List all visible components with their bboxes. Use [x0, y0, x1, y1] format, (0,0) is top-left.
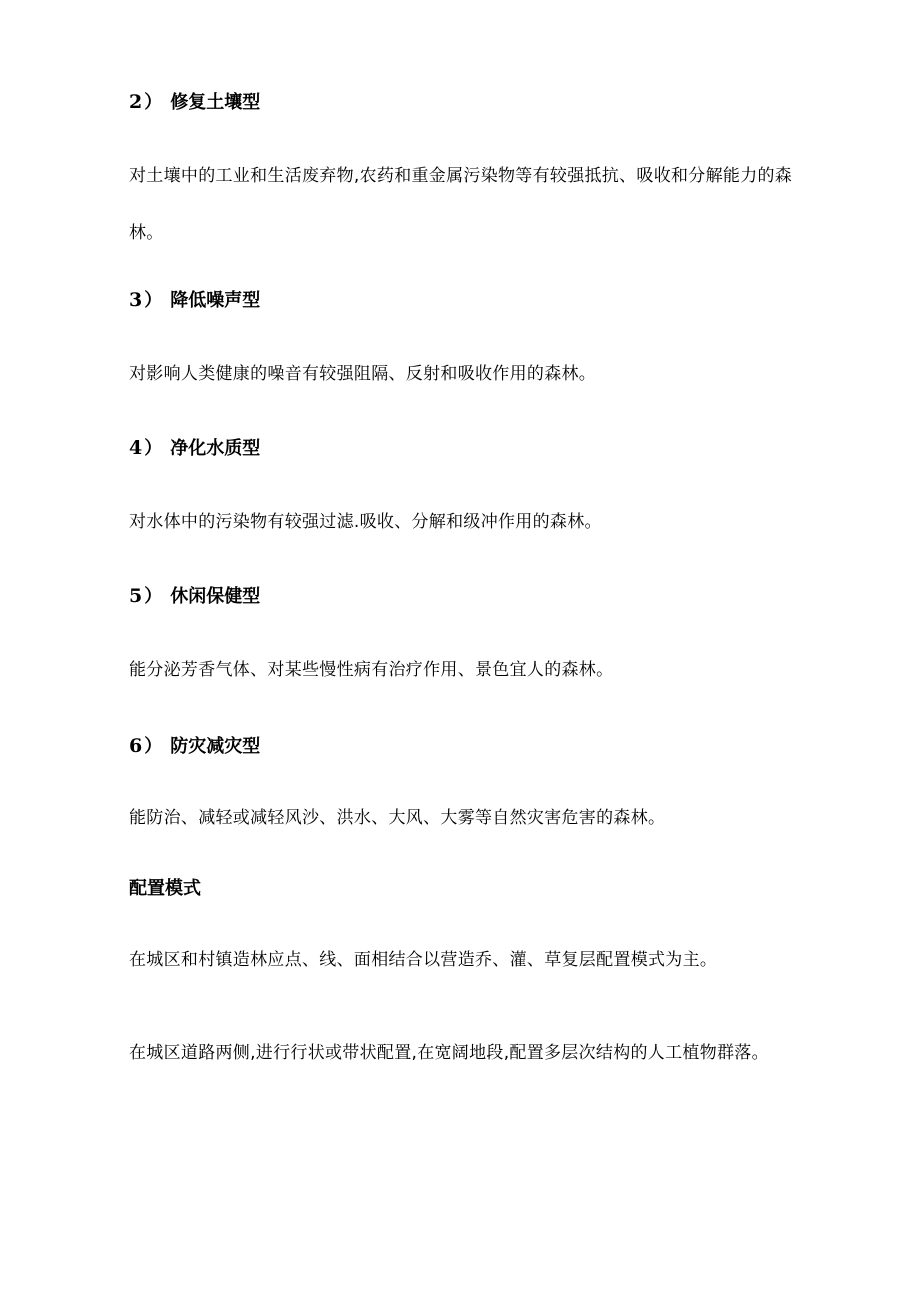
- heading-title: 修复土壤型: [170, 92, 261, 113]
- config-paragraph-2: 在城区道路两侧,进行行状或带状配置,在宽阔地段,配置多层次结构的人工植物群落。: [129, 1043, 769, 1063]
- heading-paren: ）: [144, 92, 163, 113]
- heading-title: 净化水质型: [170, 438, 261, 459]
- heading-paren: ）: [144, 586, 163, 607]
- section-heading-4: [129, 436, 809, 461]
- heading-title: 休闲保健型: [170, 586, 261, 607]
- section-text-5: 能分泌芳香气体、对某些慢性病有治疗作用、景色宜人的森林。: [129, 660, 614, 680]
- heading-paren: ）: [144, 736, 163, 757]
- heading-number: 2: [129, 91, 143, 113]
- section-text-3: 对影响人类健康的噪音有较强阻隔、反射和吸收作用的森林。: [129, 364, 597, 384]
- heading-number: 6: [129, 735, 143, 757]
- section-text-4: 对水体中的污染物有较强过滤.吸收、分解和级冲作用的森林。: [129, 512, 602, 532]
- section-text-6: 能防治、减轻或减轻风沙、洪水、大风、大雾等自然灾害危害的森林。: [129, 808, 666, 828]
- heading-number: 5: [129, 585, 143, 607]
- heading-title: 防灾减灾型: [170, 736, 261, 757]
- section-text-2: 对土壤中的工业和生活废弃物,农药和重金属污染物等有较强抵抗、吸收和分解能力的森林。: [129, 166, 793, 243]
- heading-paren: ）: [144, 290, 163, 311]
- heading-number: 3: [129, 289, 143, 311]
- config-heading: 配置模式: [129, 878, 201, 899]
- config-paragraph-1: 在城区和村镇造林应点、线、面相结合以营造乔、灌、草复层配置模式为主。: [129, 950, 718, 970]
- heading-number: 4: [129, 437, 143, 459]
- section-heading-6: [129, 734, 809, 759]
- heading-paren: ）: [144, 438, 163, 459]
- section-heading-2: [129, 90, 809, 115]
- section-heading-3: [129, 288, 809, 313]
- section-heading-5: [129, 584, 809, 609]
- heading-title: 降低噪声型: [170, 290, 261, 311]
